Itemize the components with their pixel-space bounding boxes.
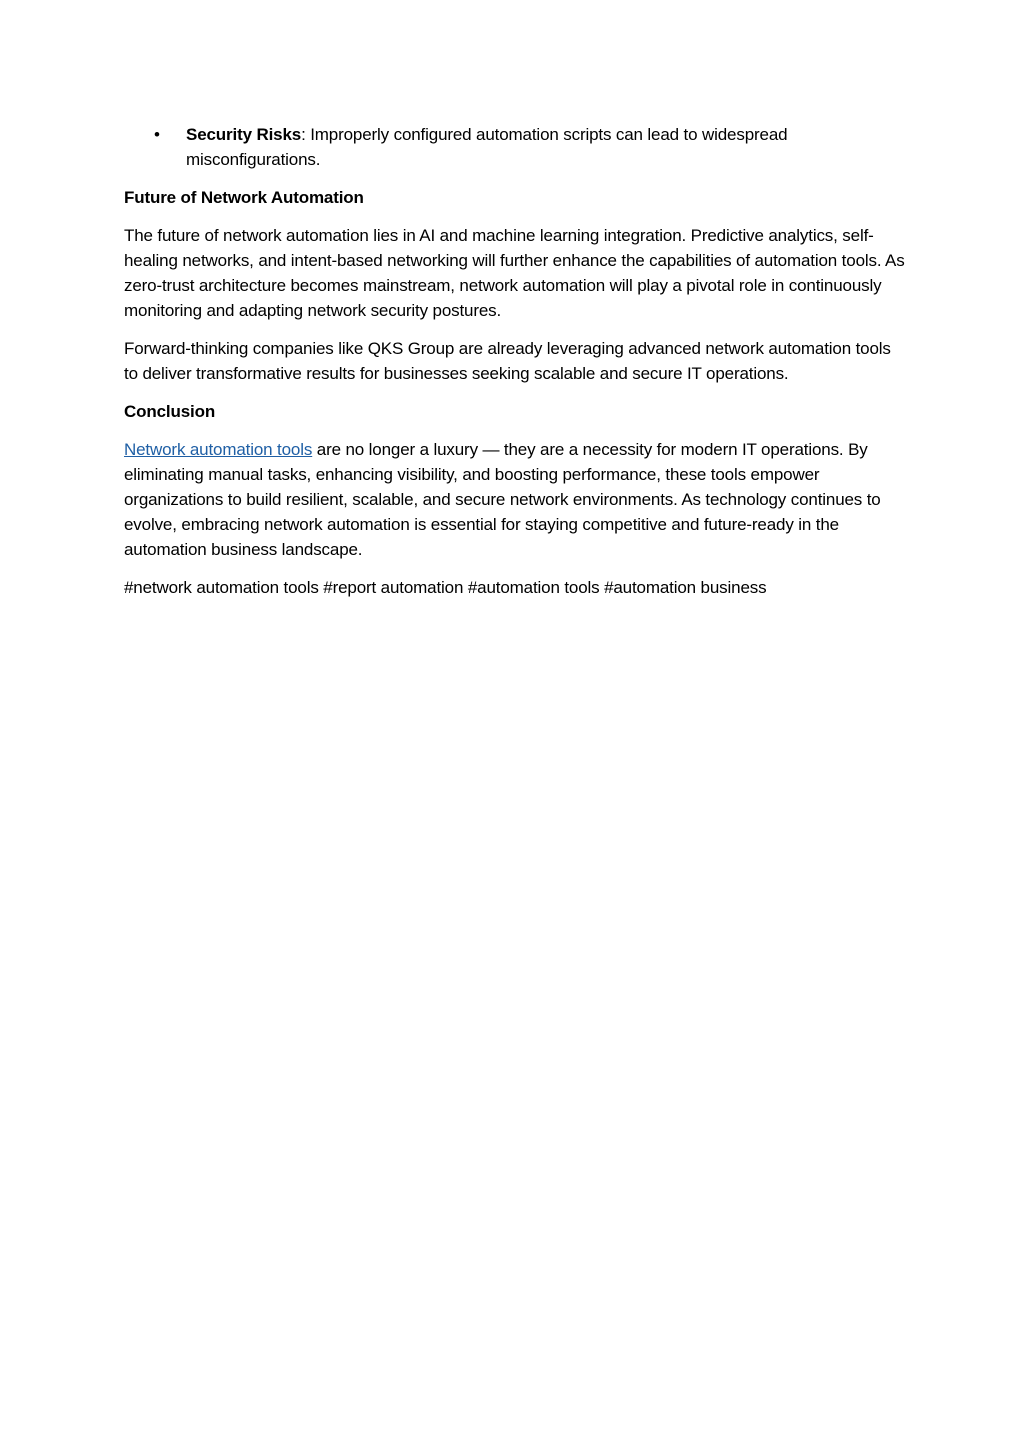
- paragraph-future-2: Forward-thinking companies like QKS Group are already leveraging advanced network automation tools to deliver transformative results for businesses seeking scalable and secure IT operations.: [124, 339, 891, 383]
- hashtags-line: #network automation tools #report automation #automation tools #automation business: [124, 578, 767, 597]
- bullet-marker: •: [154, 125, 160, 144]
- list-item: [124, 122, 906, 172]
- bullet-text: : Improperly configured automation scripts can lead to widespread misconfigurations.: [186, 125, 788, 169]
- paragraph-future-1: The future of network automation lies in AI and machine learning integration. Predictive analytics, self-healing networks, and intent-based networking will further enhance the capabilities of automation tools. As zero-trust architecture becomes mainstream, network automation will play a pivotal role in continuously monitoring and adapting network security postures.: [124, 226, 905, 320]
- network-automation-tools-link[interactable]: Network automation tools: [124, 440, 313, 459]
- bullet-list: [124, 122, 906, 172]
- paragraph-conclusion: [124, 437, 906, 562]
- conclusion-text: are no longer a luxury — they are a necessity for modern IT operations. By eliminating manual tasks, enhancing visibility, and boosting performance, these tools empower organizations to build resilient, scalable, and secure network environments. As technology continues to evolve, embracing network automation is essential for staying competitive and future-ready in the automation business landscape.: [124, 440, 881, 559]
- section-heading-future: Future of Network Automation: [124, 188, 364, 207]
- section-heading-conclusion: Conclusion: [124, 402, 216, 421]
- document-page: [124, 122, 906, 613]
- bullet-term: Security Risks: [186, 125, 302, 144]
